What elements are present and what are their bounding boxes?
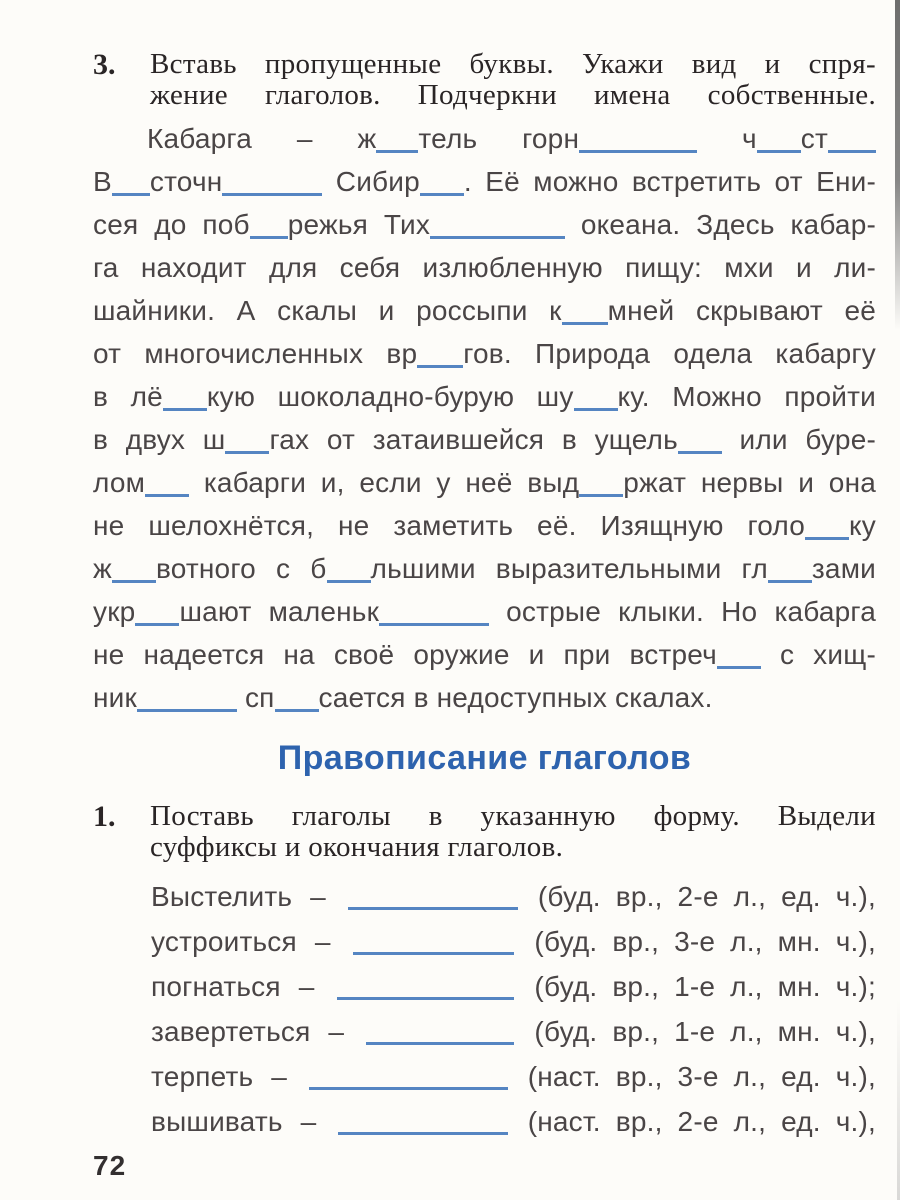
exercise1-number: 1. — [93, 800, 116, 833]
answer-blank-line — [348, 907, 518, 910]
verb-row — [151, 1009, 876, 1054]
fill-in-blank-line — [768, 580, 812, 583]
verb-label: Выстелить – — [151, 881, 326, 912]
fill-in-blank-line — [275, 709, 319, 712]
exercise3-passage — [93, 117, 876, 719]
verb-form-spec: (наст. вр., 2-е л., ед. ч.), — [527, 1106, 876, 1137]
fill-in-blank-line — [430, 236, 565, 239]
exercise3-number: 3. — [93, 48, 116, 81]
passage-line: га находит для себя излюбленную пищу: мхи и ли- — [93, 252, 876, 283]
fill-in-blank-line — [163, 408, 207, 411]
verb-form-spec: (буд. вр., 1-е л., мн. ч.), — [534, 1016, 876, 1047]
fill-in-blank-line — [805, 537, 849, 540]
answer-blank-line — [309, 1087, 508, 1090]
fill-in-blank-line — [225, 451, 269, 454]
fill-in-blank-line — [112, 580, 156, 583]
verb-label: погнаться – — [151, 971, 315, 1002]
verb-form-spec: (буд. вр., 2-е л., ед. ч.), — [537, 881, 876, 912]
fill-in-blank-line — [420, 193, 464, 196]
fill-in-blank-line — [145, 494, 189, 497]
fill-in-blank-line — [327, 580, 371, 583]
verb-row — [151, 874, 876, 919]
exercise3-instructions — [150, 49, 876, 111]
passage-line: в двух ш гах от затаившейся в ущель или буре- — [93, 424, 876, 455]
passage-line: укр шают маленьк острые клыки. Но кабарга — [93, 596, 876, 627]
exercise3-header — [93, 49, 876, 111]
exercise1-header — [93, 801, 876, 863]
fill-in-blank-line — [135, 623, 179, 626]
answer-blank-line — [337, 997, 515, 1000]
passage-line: от многочисленных вр гов. Природа одела кабаргу — [93, 338, 876, 369]
fill-in-blank-line — [112, 193, 150, 196]
answer-blank-line — [353, 952, 515, 955]
passage-line: ж вотного с б льшими выразительными гл зами — [93, 553, 876, 584]
passage-line: шайники. А скалы и россыпи к мней скрывают её — [93, 295, 876, 326]
passage-line: Кабарга – ж тель горн ч ст — [93, 117, 876, 160]
instruction-line: жение глаголов. Подчеркни имена собственные. — [150, 79, 876, 111]
fill-in-blank-line — [376, 150, 418, 153]
fill-in-blank-line — [222, 193, 322, 196]
fill-in-blank-line — [379, 623, 489, 626]
verb-label: устроиться – — [151, 926, 331, 957]
passage-line: В сточн Сибир . Её можно встретить от Ени- — [93, 166, 876, 197]
fill-in-blank-line — [828, 150, 876, 153]
fill-in-blank-line — [574, 408, 618, 411]
passage-line: лом кабарги и, если у неё выд ржат нервы и она — [93, 467, 876, 498]
verb-row — [151, 1099, 876, 1144]
verb-row — [151, 919, 876, 964]
fill-in-blank-line — [250, 236, 288, 239]
scan-edge-artifact — [895, 0, 900, 330]
verb-form-spec: (буд. вр., 1-е л., мн. ч.); — [534, 971, 876, 1002]
fill-in-blank-line — [757, 150, 801, 153]
passage-line: в лё кую шоколадно-бурую шу ку. Можно пройти — [93, 381, 876, 412]
page-number: 72 — [93, 1150, 127, 1181]
verb-form-spec: (буд. вр., 3-е л., мн. ч.), — [534, 926, 876, 957]
fill-in-blank-line — [579, 494, 623, 497]
fill-in-blank-line — [137, 709, 237, 712]
instruction-line: Поставь глаголы в указанную форму. Выдели — [150, 800, 876, 832]
instruction-line: суффиксы и окончания глаголов. — [150, 831, 564, 863]
exercise1-instructions — [150, 801, 876, 863]
instruction-line: Вставь пропущенные буквы. Укажи вид и спря- — [150, 48, 876, 80]
passage-line: не надеется на своё оружие и при встреч с хищ- — [93, 639, 876, 670]
verb-list — [151, 874, 876, 1144]
answer-blank-line — [366, 1042, 514, 1045]
verb-row — [151, 1054, 876, 1099]
fill-in-blank-line — [678, 451, 722, 454]
answer-blank-line — [338, 1132, 507, 1135]
passage-line: сея до поб режья Тих океана. Здесь кабар- — [93, 209, 876, 240]
verb-label: вышивать – — [151, 1106, 317, 1137]
fill-in-blank-line — [562, 322, 608, 325]
section-heading: Правописание глаголов — [277, 739, 692, 777]
verb-row — [151, 964, 876, 1009]
passage-line: не шелохнётся, не заметить её. Изящную голо ку — [93, 510, 876, 541]
fill-in-blank-line — [417, 365, 463, 368]
verb-form-spec: (наст. вр., 3-е л., ед. ч.), — [527, 1061, 876, 1092]
verb-label: терпеть – — [151, 1061, 288, 1092]
passage-line: ник сп сается в недоступных скалах. — [93, 682, 713, 713]
fill-in-blank-line — [579, 150, 697, 153]
verb-label: завертеться – — [151, 1016, 345, 1047]
fill-in-blank-line — [717, 666, 761, 669]
